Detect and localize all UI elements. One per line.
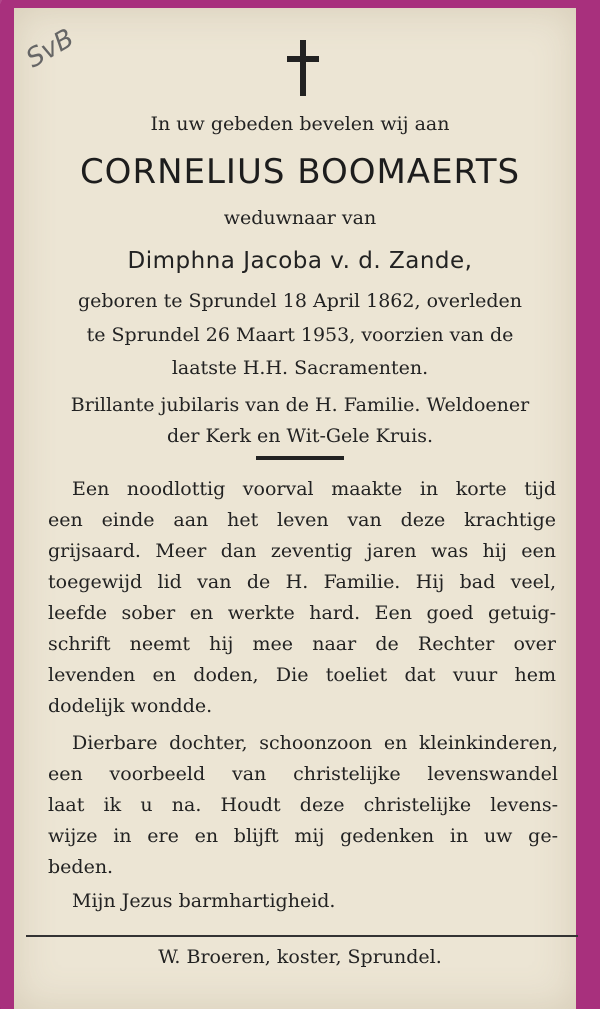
paragraph-line: laat ik u na. Houdt deze christelijke levens- — [48, 794, 558, 816]
footer-rule — [26, 935, 578, 937]
divider — [256, 456, 344, 460]
paragraph-line: wijze in ere en blijft mij gedenken in uw ge- — [48, 825, 558, 847]
handwritten-initials: SvB — [21, 23, 80, 75]
jubilee-line: der Kerk en Wit-Gele Kruis. — [166, 425, 434, 447]
paragraph-line: schrift neemt hij mee naar de Rechter over — [48, 633, 556, 655]
bio-line: geboren te Sprundel 18 April 1862, overleden — [77, 290, 523, 312]
paragraph-line: Een noodlottig voorval maakte in korte tijd — [72, 478, 556, 500]
paragraph-farewell — [48, 728, 558, 883]
closing-prayer: Mijn Jezus barmhartigheid. — [72, 890, 336, 912]
intro-text: In uw gebeden bevelen wij aan — [150, 113, 450, 135]
paragraph-line: dodelijk wondde. — [48, 695, 213, 717]
paragraph-line: leefde sober en werkte hard. Een goed getuig- — [48, 602, 556, 624]
deceased-name: CORNELIUS BOOMAERTS — [79, 152, 521, 192]
paragraph-line: grijsaard. Meer dan zeventig jaren was hij een — [48, 540, 556, 562]
paragraph-tribute — [48, 474, 556, 722]
printer-credit: W. Broeren, koster, Sprundel. — [158, 946, 442, 968]
widower-of-text: weduwnaar van — [223, 207, 377, 229]
paragraph-line: een voorbeeld van christelijke levenswandel — [48, 763, 558, 785]
cross-icon — [287, 40, 319, 96]
paragraph-line: beden. — [48, 856, 114, 878]
bio-line: te Sprundel 26 Maart 1953, voorzien van de — [86, 324, 514, 346]
paragraph-line: toegewijd lid van de H. Familie. Hij bad veel, — [48, 571, 556, 593]
paragraph-line: Dierbare dochter, schoonzoon en kleinkinderen, — [72, 732, 558, 754]
paragraph-line: levenden en doden, Die toeliet dat vuur hem — [48, 664, 556, 686]
jubilee-line: Brillante jubilaris van de H. Familie. Weldoener — [70, 394, 530, 416]
paragraph-line: een einde aan het leven van deze krachtige — [48, 509, 556, 531]
spouse-name: Dimphna Jacoba v. d. Zande, — [127, 248, 473, 274]
bio-line: laatste H.H. Sacramenten. — [171, 357, 429, 379]
